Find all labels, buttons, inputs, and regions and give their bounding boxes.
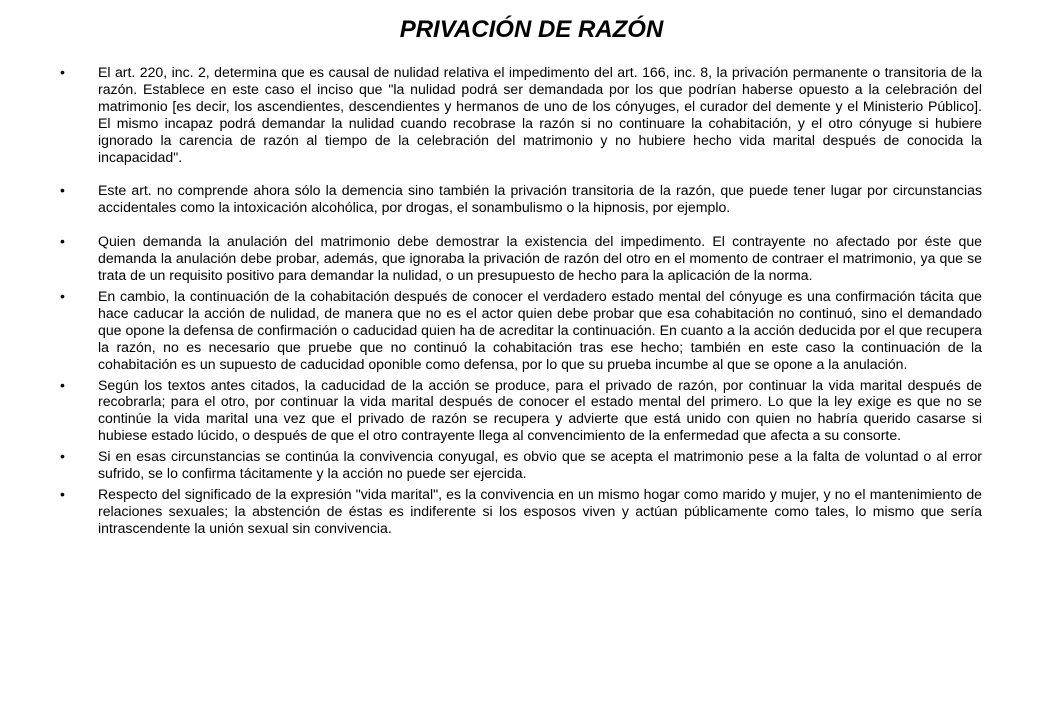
bullet-item xyxy=(60,233,982,284)
bullet-item xyxy=(60,486,982,537)
bullet-marker: • xyxy=(60,182,65,199)
bullet-marker: • xyxy=(60,287,65,304)
bullet-marker: • xyxy=(60,485,65,502)
bullet-list xyxy=(60,64,982,537)
bullet-text: Este art. no comprende ahora sólo la demencia sino también la privación transitoria de la razón, que puede tener lugar por circunstancias accidentales como la intoxicación alcohólica, por drogas, el sonambulismo o la hipnosis, por ejemplo. xyxy=(98,182,982,216)
bullet-item xyxy=(60,64,982,165)
bullet-marker: • xyxy=(60,376,65,393)
bullet-text: El art. 220, inc. 2, determina que es causal de nulidad relativa el impedimento del art. 166, inc. 8, la privación permanente o transitoria de la razón. Establece en este caso el inciso que "la nulidad podrá ser demandada por los que podrían haberse opuesto a la celebración del matrimonio [es decir, los ascendientes, descendientes y hermanos de uno de los cónyuges, el curador del demente y el Ministerio Público]. El mismo incapaz podrá demandar la nulidad cuando recobrase la razón si no continuare la cohabitación, y el otro cónyuge si hubiere ignorado la carencia de razón al tiempo de la celebración del matrimonio y no hubiere hecho vida marital después de conocida la incapacidad". xyxy=(98,64,982,165)
bullet-item xyxy=(60,182,982,216)
bullet-item xyxy=(60,448,982,482)
slide-title: PRIVACIÓN DE RAZÓN xyxy=(399,16,664,43)
bullet-item xyxy=(60,288,982,373)
bullet-text: Quien demanda la anulación del matrimonio debe demostrar la existencia del impedimento. El contrayente no afectado por éste que demanda la anulación debe probar, además, que ignoraba la privación de razón del otro en el momento de contraer el matrimonio, ya que se trata de un requisito positivo para demandar la nulidad, o un presupuesto de hecho para la aplicación de la norma. xyxy=(98,233,982,284)
bullet-text: Respecto del significado de la expresión "vida marital", es la convivencia en un mismo hogar como marido y mujer, y no el mantenimiento de relaciones sexuales; la abstención de éstas es indiferente si los esposos viven y actúan públicamente como tales, lo mismo que sería intrascendente la unión sexual sin convivencia. xyxy=(98,485,982,536)
bullet-text: Si en esas circunstancias se continúa la convivencia conyugal, es obvio que se acepta el matrimonio pese a la falta de voluntad o al error sufrido, se lo confirma tácitamente y la acción no puede ser ejercida. xyxy=(98,448,982,482)
bullet-marker: • xyxy=(60,233,65,250)
bullet-marker: • xyxy=(60,64,65,80)
bullet-marker: • xyxy=(60,448,65,465)
bullet-text: Según los textos antes citados, la caducidad de la acción se produce, para el privado de razón, por continuar la vida marital después de recobrarla; para el otro, por continuar la vida marital después de conocer el estado mental del primero. Lo que la ley exige es que no se continúe la vida marital una vez que el privado de razón se recupera y advierte que está unido con quien no habría querido casarse si hubiese estado lúcido, o después de que el otro contrayente llega al convencimiento de la enfermedad que afecta a su consorte. xyxy=(98,376,982,444)
bullet-text: En cambio, la continuación de la cohabitación después de conocer el verdadero estado mental del cónyuge es una confirmación tácita que hace caducar la acción de nulidad, de manera que no es el actor quien debe probar que esa cohabitación no continuó, sino el demandado que opone la defensa de confirmación o caducidad quien ha de acreditar la continuación. En cuanto a la acción deducida por el que recupera la razón, no es necesario que pruebe que no continuó la cohabitación tras ese hecho; también en este caso la continuación de la cohabitación es un supuesto de caducidad oponible como defensa, por lo que su prueba incumbe al que se opone a la anulación. xyxy=(98,287,982,372)
bullet-item xyxy=(60,377,982,445)
